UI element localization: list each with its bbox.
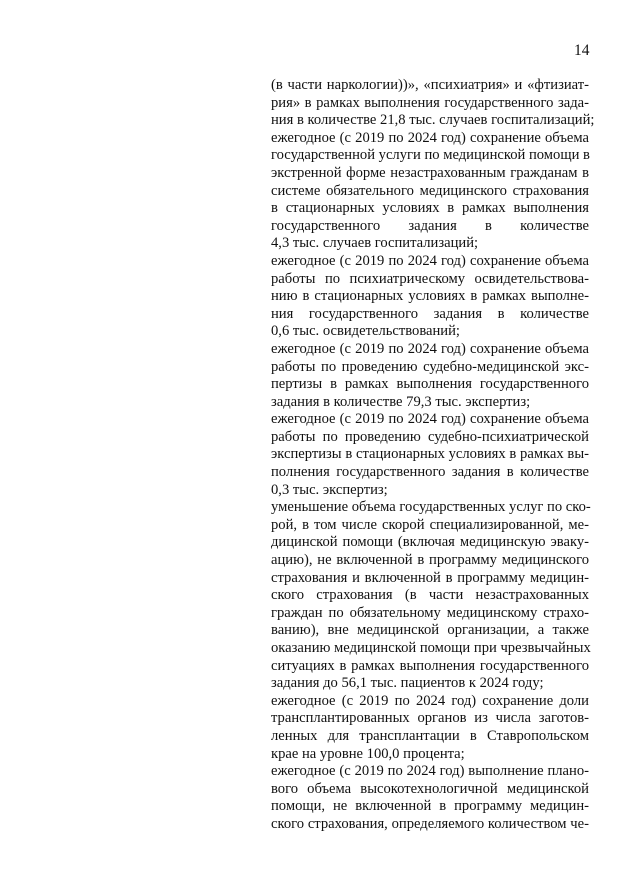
text-line: ежегодное (с 2019 по 2024 год) сохранение объема — [271, 252, 589, 269]
text-line: граждан по обязательному медицинскому страхо- — [271, 604, 589, 621]
text-line: работы по проведению судебно-психиатрической — [271, 428, 589, 445]
text-line: ежегодное (с 2019 по 2024 год) сохранение объема — [271, 340, 589, 357]
text-line: 4,3 тыс. случаев госпитализаций; — [271, 235, 479, 252]
text-line: 0,6 тыс. освидетельствований; — [271, 323, 460, 340]
document-body-text — [271, 77, 595, 834]
text-line: ния в количестве 21,8 тыс. случаев госпитализаций; — [271, 112, 595, 129]
text-line: дицинской помощи (включая медицинскую эваку- — [271, 534, 589, 551]
text-line: задания до 56,1 тыс. пациентов к 2024 году; — [271, 675, 544, 692]
text-line: ацию), не включенной в программу медицинского — [271, 552, 589, 569]
text-line: в стационарных условиях в рамках выполнения — [271, 200, 589, 217]
text-line: оказанию медицинской помощи при чрезвычайных — [271, 640, 591, 656]
text-line: государственной услуги по медицинской помощи в — [271, 147, 590, 164]
text-line: рия» в рамках выполнения государственного зада- — [271, 94, 589, 111]
text-line: рой, в том числе скорой специализированной, ме- — [271, 516, 589, 533]
text-line: ского страхования (в части незастрахованных — [271, 587, 589, 604]
text-line: работы по проведению судебно-медицинской экс- — [271, 358, 589, 375]
text-line: ванию), вне медицинской организации, а также — [271, 622, 589, 639]
text-line: помощи, не включенной в программу медицин- — [271, 798, 589, 815]
text-line: крае на уровне 100,0 процента; — [271, 745, 465, 762]
text-line: ского страхования, определяемого количеством че- — [271, 815, 589, 832]
text-line: ежегодное (с 2019 по 2024 год) выполнение плано- — [271, 763, 589, 780]
text-line: экспертизы в стационарных условиях в рамках вы- — [271, 446, 589, 463]
text-line: вого объема высокотехнологичной медицинской — [271, 780, 589, 797]
text-line: задания в количестве 79,3 тыс. экспертиз; — [271, 393, 531, 410]
text-line: ежегодное (с 2019 по 2024 год) сохранение доли — [271, 692, 589, 709]
text-line: полнения государственного задания в количестве — [271, 464, 589, 481]
text-line: 0,3 тыс. экспертиз; — [271, 481, 388, 498]
page-number: 14 — [574, 42, 590, 59]
text-line: ния государственного задания в количестве — [271, 305, 589, 322]
text-line: пертизы в рамках выполнения государственного — [271, 376, 589, 393]
text-line: ежегодное (с 2019 по 2024 год) сохранение объема — [271, 129, 589, 146]
text-line: работы по психиатрическому освидетельствова- — [271, 270, 589, 287]
text-line: (в части наркологии))», «психиатрия» и «фтизиат- — [271, 77, 589, 93]
text-line: страхования и включенной в программу медицин- — [271, 569, 589, 586]
text-line: уменьшение объема государственных услуг по ско- — [271, 499, 591, 516]
text-line: системе обязательного медицинского страхования — [271, 182, 589, 199]
text-line: нию в стационарных условиях в рамках выполне- — [271, 288, 589, 305]
text-line: государственного задания в количестве — [271, 217, 589, 234]
text-line: ежегодное (с 2019 по 2024 год) сохранение объема — [271, 411, 589, 428]
text-line: ленных для трансплантации в Ставропольском — [271, 727, 589, 744]
text-line: трансплантированных органов из числа заготов- — [271, 710, 589, 727]
text-line: экстренной форме незастрахованным гражданам в — [271, 164, 589, 181]
text-line: ситуациях в рамках выполнения государственного — [271, 657, 589, 674]
